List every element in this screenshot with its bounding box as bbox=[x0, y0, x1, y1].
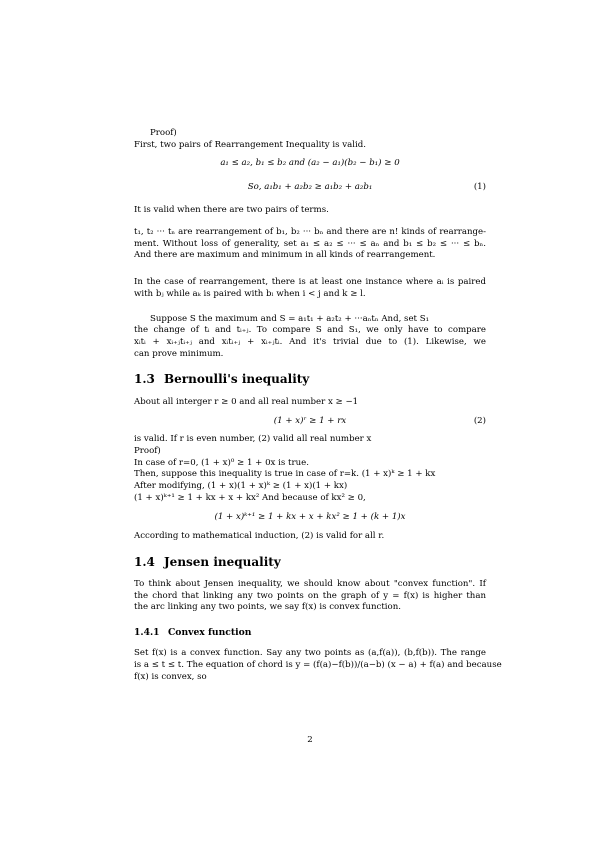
bernoulli-conclusion: According to mathematical induction, (2) is valid for all r. bbox=[134, 531, 385, 541]
proof-intro: First, two pairs of Rearrangement Inequality is valid. bbox=[134, 140, 366, 150]
equation-1: So, a₁b₁ + a₂b₂ ≥ a₁b₂ + a₂b₁ bbox=[247, 182, 373, 192]
equation-2-number: (2) bbox=[473, 416, 486, 426]
bernoulli-line: Proof) bbox=[134, 446, 161, 456]
section-heading-1-4 bbox=[134, 557, 281, 568]
section-number: 1.4 bbox=[134, 555, 155, 569]
proof-label: Proof) bbox=[150, 128, 177, 138]
paragraph-line: xᵢtᵢ + xᵢ₊ⱼtᵢ₊ⱼ and xᵢtᵢ₊ⱼ + xᵢ₊ⱼtᵢ. And it's trivial due to (1). Likewise, we bbox=[134, 337, 486, 347]
jensen-line: To think about Jensen inequality, we should know about "convex function". If bbox=[134, 579, 486, 589]
subsection-number: 1.4.1 bbox=[134, 627, 160, 638]
equation-2: (1 + x)ʳ ≥ 1 + rx bbox=[273, 416, 347, 426]
two-pairs-text: It is valid when there are two pairs of terms. bbox=[134, 205, 329, 215]
jensen-line: the chord that linking any two points on the graph of y = f(x) is higher than bbox=[134, 591, 486, 601]
section-title: Bernoulli's inequality bbox=[164, 372, 310, 386]
bernoulli-line: In case of r=0, (1 + x)⁰ ≥ 1 + 0x is true. bbox=[134, 458, 309, 468]
jensen-line: the arc linking any two points, we say f(x) is convex function. bbox=[134, 602, 401, 612]
paragraph-line: t₁, t₂ ··· tₙ are rearrangement of b₁, b₂ ··· bₙ and there are n! kinds of rearrange- bbox=[134, 227, 486, 237]
equation-a: a₁ ≤ a₂, b₁ ≤ b₂ and (a₂ − a₁)(b₂ − b₁) ≥ 0 bbox=[220, 158, 400, 168]
section-number: 1.3 bbox=[134, 372, 155, 386]
page-number: 2 bbox=[307, 735, 313, 745]
paragraph-line: ment. Without loss of generality, set a₁ ≤ a₂ ≤ ··· ≤ aₙ and b₁ ≤ b₂ ≤ ··· ≤ bₙ. bbox=[134, 239, 486, 249]
convex-line: Set f(x) is a convex function. Say any two points as (a,f(a)), (b,f(b)). The range bbox=[134, 648, 486, 658]
section-title: Jensen inequality bbox=[164, 555, 281, 569]
convex-line: is a ≤ t ≤ t. The equation of chord is y = (f(a)−f(b))/(a−b) (x − a) + f(a) and because bbox=[134, 660, 502, 670]
bernoulli-line: After modifying, (1 + x)(1 + x)ᵏ ≥ (1 + x)(1 + kx) bbox=[134, 481, 348, 491]
paragraph-line: Suppose S the maximum and S = a₁t₁ + a₂t₂ + ···aₙtₙ And, set S₁ bbox=[150, 314, 430, 324]
equation-1-number: (1) bbox=[473, 182, 486, 192]
bernoulli-line: (1 + x)ᵏ⁺¹ ≥ 1 + kx + x + kx² And because of kx² ≥ 0, bbox=[134, 493, 366, 503]
subsection-title: Convex function bbox=[168, 627, 252, 638]
convex-line: f(x) is convex, so bbox=[134, 672, 207, 682]
paragraph-line: the change of tᵢ and tᵢ₊ⱼ. To compare S and S₁, we only have to compare bbox=[134, 325, 486, 335]
bernoulli-line: Then, suppose this inequality is true in case of r=k. (1 + x)ᵏ ≥ 1 + kx bbox=[134, 469, 436, 479]
paragraph-line: with bⱼ while aₖ is paired with bₗ when i < j and k ≥ l. bbox=[134, 289, 366, 299]
paragraph-line: In the case of rearrangement, there is at least one instance where aᵢ is paired bbox=[134, 277, 486, 287]
subsection-heading-1-4-1 bbox=[134, 627, 251, 638]
equation-induction: (1 + x)ᵏ⁺¹ ≥ 1 + kx + x + kx² ≥ 1 + (k + 1)x bbox=[214, 512, 406, 522]
bernoulli-line: is valid. If r is even number, (2) valid all real number x bbox=[134, 434, 372, 444]
bernoulli-intro: About all interger r ≥ 0 and all real number x ≥ −1 bbox=[134, 397, 359, 407]
section-heading-1-3 bbox=[134, 374, 309, 385]
paragraph-line: can prove minimum. bbox=[134, 349, 224, 359]
paragraph-line: And there are maximum and minimum in all kinds of rearrangement. bbox=[134, 250, 436, 260]
